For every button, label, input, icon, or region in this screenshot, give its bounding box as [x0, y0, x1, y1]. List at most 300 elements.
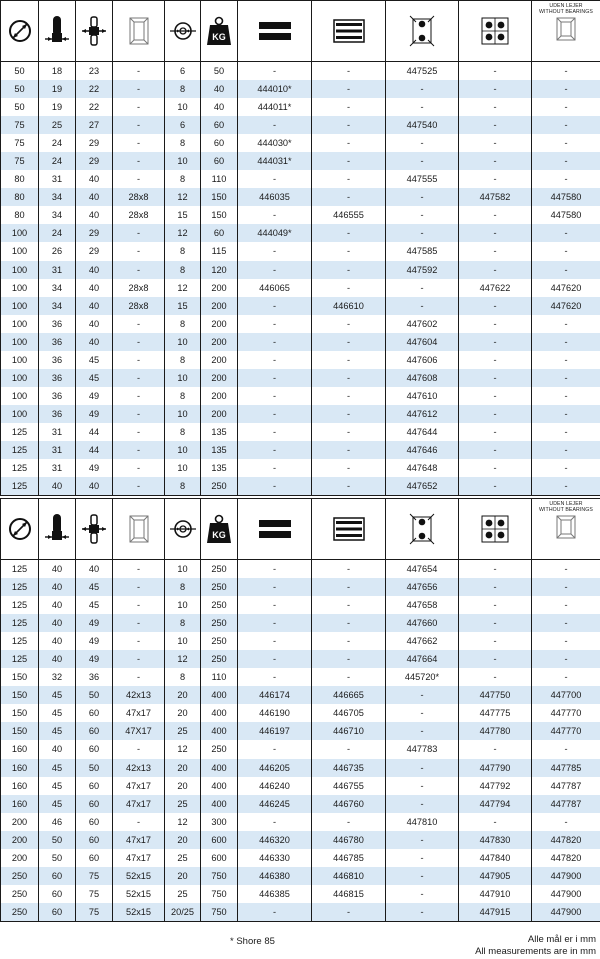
cell-load: 200	[201, 405, 238, 423]
cell-axle: 20	[165, 831, 201, 849]
cell-axle: 12	[165, 650, 201, 668]
cell-wheel-diameter: 160	[1, 795, 39, 813]
cell-roller-bearing: -	[312, 134, 386, 152]
table-row	[1, 261, 600, 279]
cell-without-bearings: 447770	[532, 704, 600, 722]
svg-text:KG: KG	[212, 530, 226, 540]
cell-wheel-diameter: 160	[1, 759, 39, 777]
cell-wheel-width: 46	[39, 813, 76, 831]
table-row	[1, 224, 600, 242]
cell-hub-length: 27	[76, 116, 113, 134]
cell-plain-bore: 444010*	[238, 80, 312, 98]
cell-wheel-width: 60	[39, 885, 76, 903]
cell-ball-bearing: -	[386, 831, 459, 849]
axle-diameter-icon	[165, 19, 200, 43]
cell-ball-bearing: 447602	[386, 315, 459, 333]
cell-double-ball-bearing: 447794	[459, 795, 532, 813]
cell-ball-bearing: -	[386, 903, 459, 922]
cell-roller-bearing: -	[312, 80, 386, 98]
cell-plain-bore: -	[238, 351, 312, 369]
cell-plain-bore: 446380	[238, 867, 312, 885]
cell-without-bearings: -	[532, 315, 600, 333]
cell-bushing: 47x17	[113, 795, 165, 813]
cell-without-bearings: 447620	[532, 297, 600, 315]
cell-plain-bore: 444049*	[238, 224, 312, 242]
cell-plain-bore: -	[238, 650, 312, 668]
cell-double-ball-bearing: 447910	[459, 885, 532, 903]
cell-plain-bore: -	[238, 477, 312, 496]
cell-bushing: 47x17	[113, 831, 165, 849]
cell-wheel-diameter: 75	[1, 116, 39, 134]
cell-double-ball-bearing: -	[459, 740, 532, 758]
cell-axle: 8	[165, 351, 201, 369]
cell-plain-bore: 444030*	[238, 134, 312, 152]
cell-without-bearings: -	[532, 596, 600, 614]
cell-double-ball-bearing: 447790	[459, 759, 532, 777]
cell-roller-bearing: -	[312, 903, 386, 922]
cell-roller-bearing: -	[312, 650, 386, 668]
cell-wheel-diameter: 200	[1, 813, 39, 831]
cell-roller-bearing: 446785	[312, 849, 386, 867]
cell-hub-length: 22	[76, 98, 113, 116]
cell-wheel-width: 26	[39, 242, 76, 260]
cell-hub-length: 40	[76, 279, 113, 297]
cell-double-ball-bearing: -	[459, 369, 532, 387]
cell-without-bearings: -	[532, 261, 600, 279]
cell-plain-bore: -	[238, 170, 312, 188]
cell-axle: 8	[165, 614, 201, 632]
cell-wheel-width: 45	[39, 777, 76, 795]
cell-plain-bore: -	[238, 614, 312, 632]
table-row	[1, 795, 600, 813]
cell-bushing: 28x8	[113, 206, 165, 224]
cell-double-ball-bearing: -	[459, 387, 532, 405]
cell-wheel-width: 36	[39, 333, 76, 351]
cell-without-bearings: 447900	[532, 885, 600, 903]
table-row	[1, 279, 600, 297]
cell-without-bearings: -	[532, 170, 600, 188]
column-header-hub-length	[76, 1, 113, 62]
table-row	[1, 333, 600, 351]
cell-without-bearings: -	[532, 740, 600, 758]
cell-load: 250	[201, 596, 238, 614]
cell-plain-bore: 446065	[238, 279, 312, 297]
cell-wheel-width: 36	[39, 387, 76, 405]
cell-double-ball-bearing: -	[459, 668, 532, 686]
table-row	[1, 62, 600, 81]
cell-bushing: 52x15	[113, 885, 165, 903]
cell-hub-length: 75	[76, 885, 113, 903]
table-row	[1, 315, 600, 333]
cell-wheel-width: 31	[39, 423, 76, 441]
cell-ball-bearing: -	[386, 152, 459, 170]
cell-wheel-diameter: 125	[1, 423, 39, 441]
cell-wheel-width: 40	[39, 596, 76, 614]
cell-ball-bearing: -	[386, 279, 459, 297]
column-header-without-bearings	[532, 499, 600, 560]
cell-double-ball-bearing: -	[459, 333, 532, 351]
cell-roller-bearing: -	[312, 170, 386, 188]
cell-wheel-diameter: 200	[1, 849, 39, 867]
cell-load: 150	[201, 188, 238, 206]
cell-bushing: -	[113, 170, 165, 188]
cell-load: 150	[201, 206, 238, 224]
cell-load: 120	[201, 261, 238, 279]
column-header-plain-bore	[238, 499, 312, 560]
cell-load: 400	[201, 686, 238, 704]
cell-wheel-diameter: 125	[1, 560, 39, 579]
cell-hub-length: 49	[76, 650, 113, 668]
cell-wheel-diameter: 100	[1, 405, 39, 423]
cell-double-ball-bearing: -	[459, 297, 532, 315]
cell-ball-bearing: -	[386, 188, 459, 206]
table-row	[1, 722, 600, 740]
cell-roller-bearing: -	[312, 740, 386, 758]
cell-without-bearings: 447770	[532, 722, 600, 740]
cell-double-ball-bearing: 447775	[459, 704, 532, 722]
cell-plain-bore: 446205	[238, 759, 312, 777]
cell-wheel-diameter: 160	[1, 777, 39, 795]
cell-axle: 8	[165, 315, 201, 333]
cell-bushing: -	[113, 351, 165, 369]
cell-roller-bearing: -	[312, 152, 386, 170]
cell-load: 300	[201, 813, 238, 831]
cell-without-bearings: -	[532, 369, 600, 387]
cell-wheel-width: 34	[39, 188, 76, 206]
cell-hub-length: 44	[76, 423, 113, 441]
cell-roller-bearing: -	[312, 477, 386, 496]
table-row	[1, 740, 600, 758]
cell-plain-bore: -	[238, 387, 312, 405]
cell-roller-bearing: 446755	[312, 777, 386, 795]
cell-without-bearings: 447900	[532, 867, 600, 885]
cell-roller-bearing: 446610	[312, 297, 386, 315]
cell-without-bearings: 447820	[532, 831, 600, 849]
cell-without-bearings: -	[532, 560, 600, 579]
cell-without-bearings: -	[532, 242, 600, 260]
cell-wheel-diameter: 80	[1, 188, 39, 206]
cell-bushing: 28x8	[113, 188, 165, 206]
table-row	[1, 578, 600, 596]
cell-without-bearings: -	[532, 224, 600, 242]
cell-roller-bearing: -	[312, 668, 386, 686]
cell-wheel-diameter: 100	[1, 297, 39, 315]
without-bearings-label-da: UDEN LEJER	[549, 501, 583, 507]
cell-hub-length: 60	[76, 813, 113, 831]
table-row	[1, 885, 600, 903]
cell-axle: 8	[165, 242, 201, 260]
cell-axle: 20/25	[165, 903, 201, 922]
wheel-diameter-icon	[1, 19, 38, 43]
cell-wheel-width: 34	[39, 279, 76, 297]
cell-axle: 8	[165, 80, 201, 98]
cell-load: 250	[201, 614, 238, 632]
cell-plain-bore: 446190	[238, 704, 312, 722]
cell-roller-bearing: -	[312, 224, 386, 242]
cell-roller-bearing: -	[312, 632, 386, 650]
cell-wheel-width: 31	[39, 261, 76, 279]
cell-bushing: -	[113, 441, 165, 459]
cell-wheel-diameter: 250	[1, 867, 39, 885]
cell-without-bearings: 447700	[532, 686, 600, 704]
wheel-diameter-icon	[1, 517, 38, 541]
cell-without-bearings: -	[532, 441, 600, 459]
cell-axle: 8	[165, 387, 201, 405]
cell-plain-bore: -	[238, 578, 312, 596]
cell-wheel-width: 24	[39, 152, 76, 170]
table-row	[1, 614, 600, 632]
cell-bushing: -	[113, 423, 165, 441]
column-header-without-bearings	[532, 1, 600, 62]
cell-without-bearings: -	[532, 62, 600, 81]
cell-wheel-width: 34	[39, 297, 76, 315]
cell-hub-length: 40	[76, 206, 113, 224]
cell-bushing: 28x8	[113, 279, 165, 297]
cell-double-ball-bearing: -	[459, 578, 532, 596]
cell-load: 60	[201, 152, 238, 170]
cell-bushing: 28x8	[113, 297, 165, 315]
cell-wheel-diameter: 100	[1, 315, 39, 333]
cell-bushing: -	[113, 98, 165, 116]
cell-axle: 8	[165, 261, 201, 279]
cell-roller-bearing: -	[312, 116, 386, 134]
cell-load: 115	[201, 242, 238, 260]
cell-without-bearings: 447785	[532, 759, 600, 777]
cell-bushing: 52x15	[113, 867, 165, 885]
cell-plain-bore: -	[238, 242, 312, 260]
cell-bushing: -	[113, 152, 165, 170]
cell-double-ball-bearing: -	[459, 224, 532, 242]
plain-bore-icon	[238, 21, 311, 41]
cell-axle: 10	[165, 632, 201, 650]
cell-axle: 8	[165, 134, 201, 152]
column-header-ball-bearing	[386, 499, 459, 560]
cell-bushing: -	[113, 596, 165, 614]
cell-bushing: 42x13	[113, 759, 165, 777]
table-row	[1, 686, 600, 704]
column-header-wheel-diameter	[1, 499, 39, 560]
cell-plain-bore: -	[238, 116, 312, 134]
cell-hub-length: 29	[76, 134, 113, 152]
cell-plain-bore: -	[238, 333, 312, 351]
table-row	[1, 387, 600, 405]
cell-wheel-width: 24	[39, 134, 76, 152]
cell-axle: 20	[165, 867, 201, 885]
cell-wheel-diameter: 75	[1, 152, 39, 170]
ball-bearing-icon	[386, 15, 458, 47]
column-header-roller-bearing	[312, 1, 386, 62]
cell-wheel-width: 24	[39, 224, 76, 242]
cell-double-ball-bearing: 447840	[459, 849, 532, 867]
column-header-bushing	[113, 1, 165, 62]
cell-ball-bearing: 447658	[386, 596, 459, 614]
plain-bore-icon	[238, 519, 311, 539]
cell-plain-bore: -	[238, 369, 312, 387]
cell-hub-length: 40	[76, 560, 113, 579]
cell-roller-bearing: -	[312, 596, 386, 614]
table-row	[1, 704, 600, 722]
cell-hub-length: 40	[76, 261, 113, 279]
cell-plain-bore: -	[238, 740, 312, 758]
cell-double-ball-bearing: 447830	[459, 831, 532, 849]
cell-load: 250	[201, 632, 238, 650]
cell-bushing: -	[113, 578, 165, 596]
cell-axle: 12	[165, 740, 201, 758]
cell-roller-bearing: 446665	[312, 686, 386, 704]
table-row	[1, 98, 600, 116]
cell-wheel-width: 25	[39, 116, 76, 134]
without-bearings-icon	[532, 514, 600, 540]
cell-hub-length: 36	[76, 668, 113, 686]
cell-axle: 8	[165, 668, 201, 686]
cell-axle: 8	[165, 423, 201, 441]
column-header-wheel-diameter	[1, 1, 39, 62]
cell-plain-bore: -	[238, 405, 312, 423]
cell-wheel-width: 31	[39, 441, 76, 459]
cell-ball-bearing: 447555	[386, 170, 459, 188]
cell-plain-bore: 444011*	[238, 98, 312, 116]
cell-wheel-width: 45	[39, 795, 76, 813]
cell-without-bearings: -	[532, 333, 600, 351]
cell-without-bearings: 447787	[532, 795, 600, 813]
cell-ball-bearing: 447540	[386, 116, 459, 134]
cell-double-ball-bearing: -	[459, 650, 532, 668]
cell-axle: 25	[165, 885, 201, 903]
cell-bushing: -	[113, 62, 165, 81]
cell-double-ball-bearing: -	[459, 441, 532, 459]
cell-plain-bore: -	[238, 596, 312, 614]
cell-roller-bearing: -	[312, 423, 386, 441]
cell-bushing: -	[113, 614, 165, 632]
cell-double-ball-bearing: -	[459, 614, 532, 632]
cell-wheel-width: 40	[39, 560, 76, 579]
cell-wheel-diameter: 50	[1, 62, 39, 81]
roller-bearing-icon	[312, 19, 385, 43]
cell-wheel-width: 40	[39, 650, 76, 668]
cell-wheel-diameter: 100	[1, 333, 39, 351]
cell-load: 110	[201, 170, 238, 188]
cell-wheel-diameter: 75	[1, 134, 39, 152]
cell-ball-bearing: -	[386, 777, 459, 795]
cell-ball-bearing: 447608	[386, 369, 459, 387]
cell-ball-bearing: -	[386, 224, 459, 242]
cell-double-ball-bearing: -	[459, 477, 532, 496]
cell-roller-bearing: 446815	[312, 885, 386, 903]
cell-plain-bore: -	[238, 423, 312, 441]
cell-plain-bore: -	[238, 668, 312, 686]
cell-hub-length: 45	[76, 596, 113, 614]
hub-length-icon	[76, 15, 112, 47]
cell-plain-bore: 446174	[238, 686, 312, 704]
cell-bushing: -	[113, 459, 165, 477]
cell-load: 750	[201, 903, 238, 922]
column-header-roller-bearing	[312, 499, 386, 560]
cell-roller-bearing: -	[312, 351, 386, 369]
hub-length-icon	[76, 513, 112, 545]
cell-roller-bearing: 446555	[312, 206, 386, 224]
cell-axle: 25	[165, 722, 201, 740]
table-row	[1, 477, 600, 496]
cell-wheel-diameter: 150	[1, 704, 39, 722]
cell-ball-bearing: -	[386, 206, 459, 224]
column-header-wheel-width	[39, 499, 76, 560]
cell-hub-length: 23	[76, 62, 113, 81]
table-row	[1, 632, 600, 650]
cell-plain-bore: 446385	[238, 885, 312, 903]
cell-plain-bore: -	[238, 441, 312, 459]
cell-load: 750	[201, 867, 238, 885]
cell-wheel-width: 40	[39, 614, 76, 632]
cell-plain-bore: -	[238, 261, 312, 279]
cell-hub-length: 60	[76, 795, 113, 813]
cell-axle: 10	[165, 333, 201, 351]
cell-plain-bore: -	[238, 62, 312, 81]
cell-roller-bearing: -	[312, 188, 386, 206]
cell-ball-bearing: -	[386, 98, 459, 116]
cell-without-bearings: 447787	[532, 777, 600, 795]
cell-bushing: -	[113, 134, 165, 152]
cell-double-ball-bearing: -	[459, 459, 532, 477]
cell-ball-bearing: -	[386, 867, 459, 885]
cell-roller-bearing: 446760	[312, 795, 386, 813]
cell-roller-bearing: 446780	[312, 831, 386, 849]
cell-ball-bearing: 447660	[386, 614, 459, 632]
table-row	[1, 351, 600, 369]
cell-bushing: -	[113, 405, 165, 423]
cell-without-bearings: -	[532, 152, 600, 170]
cell-double-ball-bearing: -	[459, 813, 532, 831]
cell-wheel-width: 36	[39, 315, 76, 333]
cell-without-bearings: -	[532, 423, 600, 441]
without-bearings-icon	[532, 16, 600, 42]
cell-double-ball-bearing: -	[459, 80, 532, 98]
cell-plain-bore: -	[238, 297, 312, 315]
cell-load: 250	[201, 650, 238, 668]
cell-ball-bearing: 447783	[386, 740, 459, 758]
cell-double-ball-bearing: -	[459, 261, 532, 279]
bore-bushing-icon	[113, 14, 164, 48]
cell-wheel-diameter: 150	[1, 686, 39, 704]
cell-hub-length: 45	[76, 351, 113, 369]
cell-roller-bearing: -	[312, 459, 386, 477]
cell-bushing: -	[113, 560, 165, 579]
cell-wheel-width: 36	[39, 351, 76, 369]
cell-axle: 12	[165, 813, 201, 831]
cell-wheel-diameter: 100	[1, 279, 39, 297]
cell-double-ball-bearing: -	[459, 405, 532, 423]
cell-plain-bore: 444031*	[238, 152, 312, 170]
cell-wheel-diameter: 50	[1, 98, 39, 116]
column-header-double-ball-bearing	[459, 499, 532, 560]
axle-diameter-icon	[165, 517, 200, 541]
table-row	[1, 423, 600, 441]
without-bearings-label	[532, 501, 600, 514]
cell-axle: 10	[165, 152, 201, 170]
ball-bearing-icon	[386, 513, 458, 545]
cell-axle: 6	[165, 116, 201, 134]
cell-without-bearings: 447580	[532, 206, 600, 224]
table-row	[1, 650, 600, 668]
cell-wheel-width: 40	[39, 740, 76, 758]
cell-load: 60	[201, 224, 238, 242]
cell-wheel-width: 50	[39, 849, 76, 867]
table-header	[1, 499, 600, 560]
cell-hub-length: 40	[76, 333, 113, 351]
cell-axle: 8	[165, 578, 201, 596]
cell-hub-length: 50	[76, 686, 113, 704]
cell-hub-length: 40	[76, 477, 113, 496]
cell-bushing: -	[113, 668, 165, 686]
